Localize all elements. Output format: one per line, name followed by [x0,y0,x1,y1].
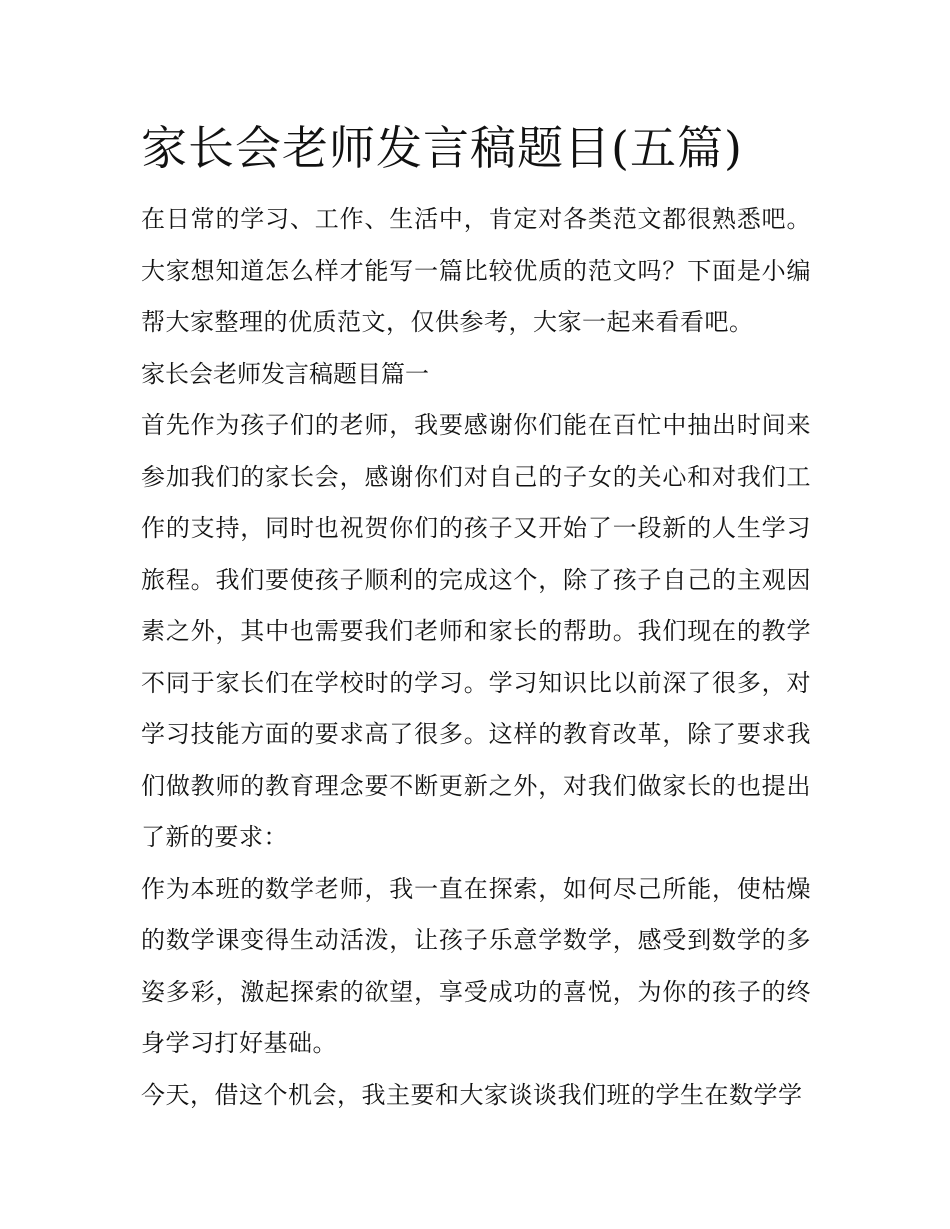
document-body [141,112,811,1121]
intro-paragraph: 在日常的学习、工作、生活中，肯定对各类范文都很熟悉吧。大家想知道怎么样才能写一篇比较优质的范文吗？下面是小编帮大家整理的优质范文，仅供参考，大家一起来看看吧。 [141,205,811,336]
body-paragraph-3: 今天，借这个机会，我主要和大家谈谈我们班的学生在数学学 [141,1080,803,1109]
body-paragraph-1: 首先作为孩子们的老师，我要感谢你们能在百忙中抽出时间来参加我们的家长会，感谢你们对自己的子女的关心和对我们工作的支持，同时也祝贺你们的孩子又开始了一段新的人生学习旅程。我们要使孩子顺利的完成这个，除了孩子自己的主观因素之外，其中也需要我们老师和家长的帮助。我们现在的教学不同于家长们在学校时的学习。学习知识比以前深了很多，对学习技能方面的要求高了很多。这样的教育改革，除了要求我们做教师的教育理念要不断更新之外，对我们做家长的也提出了新的要求： [141,411,811,851]
body-paragraph-2: 作为本班的数学老师，我一直在探索，如何尽己所能，使枯燥的数学课变得生动活泼，让孩子乐意学数学，感受到数学的多姿多彩，激起探索的欲望，享受成功的喜悦，为你的孩子的终身学习打好基础。 [141,874,811,1057]
document-title: 家长会老师发言稿题目(五篇) [141,121,743,175]
section-heading: 家长会老师发言稿题目篇一 [141,359,429,388]
